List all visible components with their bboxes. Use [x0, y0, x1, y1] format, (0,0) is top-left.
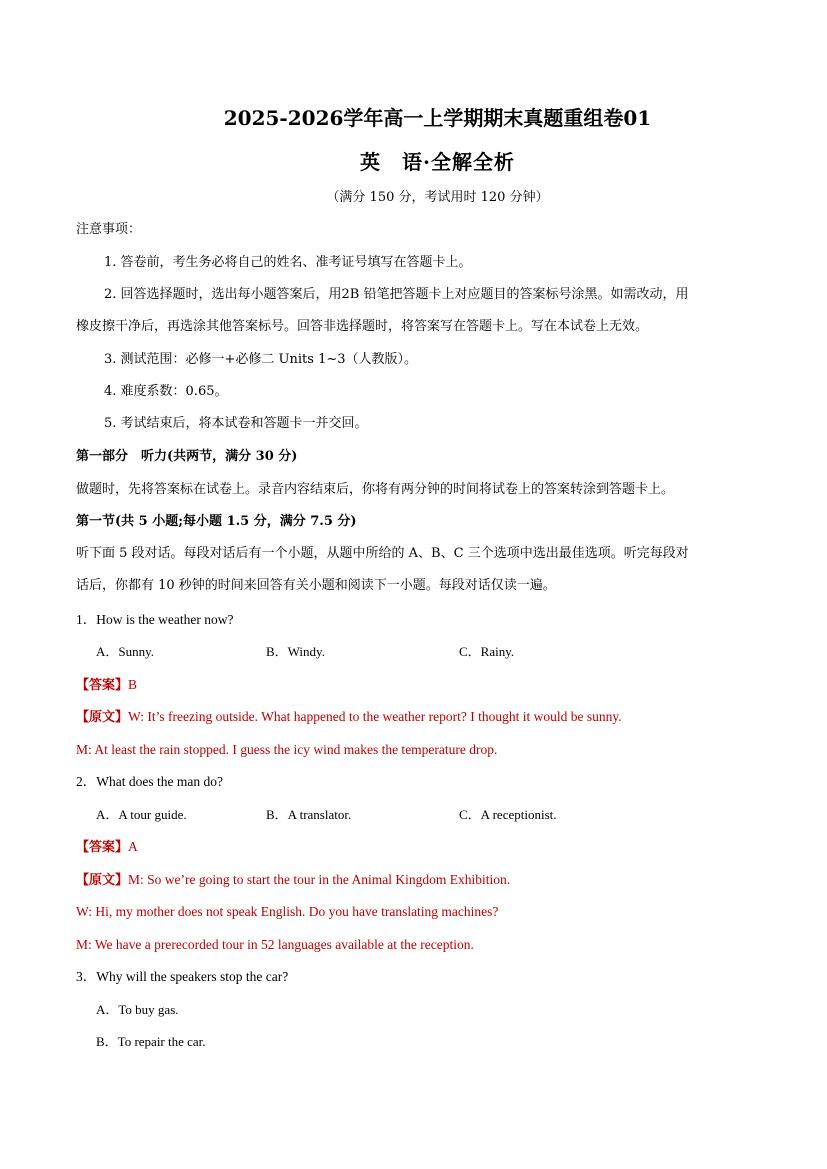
question-2-script-line-3: M: We have a prerecorded tour in 52 languages available at the reception.: [76, 937, 474, 952]
question-2: 2．What does the man do?: [76, 774, 223, 789]
question-3-option-a: A．To buy gas.: [96, 1002, 179, 1017]
question-1-option-b: B．Windy.: [266, 644, 325, 659]
question-1-option-a: A．Sunny.: [96, 644, 155, 659]
notice-heading: 注意事项：: [76, 222, 142, 237]
notice-item-5: 5. 考试结束后，将本试卷和答题卡一并交回。: [104, 416, 368, 431]
question-2-option-a: A．A tour guide.: [96, 807, 187, 822]
exam-subtitle: 英 语·全解全析: [360, 150, 515, 174]
notice-item-4: 4. 难度系数：0.65。: [104, 384, 228, 399]
section1-heading: 第一节(共 5 小题;每小题 1.5 分，满分 7.5 分): [76, 514, 357, 529]
question-2-answer: [76, 838, 138, 857]
notice-item-2-line-2: 橡皮擦干净后，再选涂其他答案标号。回答非选择题时，将答案写在答题卡上。写在本试卷上无效。: [76, 319, 649, 334]
answer-value: A: [128, 839, 138, 854]
answer-tag: 【答案】: [76, 678, 129, 693]
exam-title: 2025-2026学年高一上学期期末真题重组卷01: [223, 106, 652, 130]
answer-value: B: [128, 677, 138, 692]
question-2-option-c: C．A receptionist.: [459, 807, 557, 822]
score-info: （满分 150 分，考试用时 120 分钟）: [326, 190, 549, 205]
script-tag: 【原文】: [76, 710, 129, 725]
question-1-script-line-2: M: At least the rain stopped. I guess the icy wind makes the temperature drop.: [76, 742, 498, 757]
notice-item-1: 1. 答卷前，考生务必将自己的姓名、准考证号填写在答题卡上。: [104, 255, 472, 270]
answer-tag: 【答案】: [76, 840, 129, 855]
part1-instruction: 做题时，先将答案标在试卷上。录音内容结束后，你将有两分钟的时间将试卷上的答案转涂到答题卡上。: [76, 482, 675, 497]
question-1-option-c: C．Rainy.: [459, 644, 515, 659]
question-2-option-b: B．A translator.: [266, 807, 352, 822]
question-3: 3．Why will the speakers stop the car?: [76, 969, 289, 984]
script-text: M: So we’re going to start the tour in the Animal Kingdom Exhibition.: [128, 872, 511, 887]
question-2-script-line-2: W: Hi, my mother does not speak English. Do you have translating machines?: [76, 904, 499, 919]
section1-instruction-line-1: 听下面 5 段对话。每段对话后有一个小题，从题中所给的 A、B、C 三个选项中选出最佳选项。听完每段对: [76, 546, 689, 561]
script-tag: 【原文】: [76, 873, 129, 888]
notice-item-3: 3. 测试范围：必修一+必修二 Units 1~3（人教版）。: [104, 352, 418, 367]
question-1-answer: [76, 676, 137, 695]
question-1: 1．How is the weather now?: [76, 612, 234, 627]
question-3-option-b: B．To repair the car.: [96, 1034, 206, 1049]
section1-instruction-line-2: 话后，你都有 10 秒钟的时间来回答有关小题和阅读下一小题。每段对话仅读一遍。: [76, 578, 556, 593]
script-text: W: It’s freezing outside. What happened to the weather report? I thought it would be sunny.: [128, 709, 622, 724]
question-2-script-line-1: [76, 871, 510, 890]
question-1-script-line-1: [76, 708, 622, 727]
notice-item-2-line-1: 2. 回答选择题时，选出每小题答案后，用2B 铅笔把答题卡上对应题目的答案标号涂黑。如需改动，用: [104, 287, 689, 302]
part1-heading: 第一部分 听力(共两节，满分 30 分): [76, 449, 298, 464]
